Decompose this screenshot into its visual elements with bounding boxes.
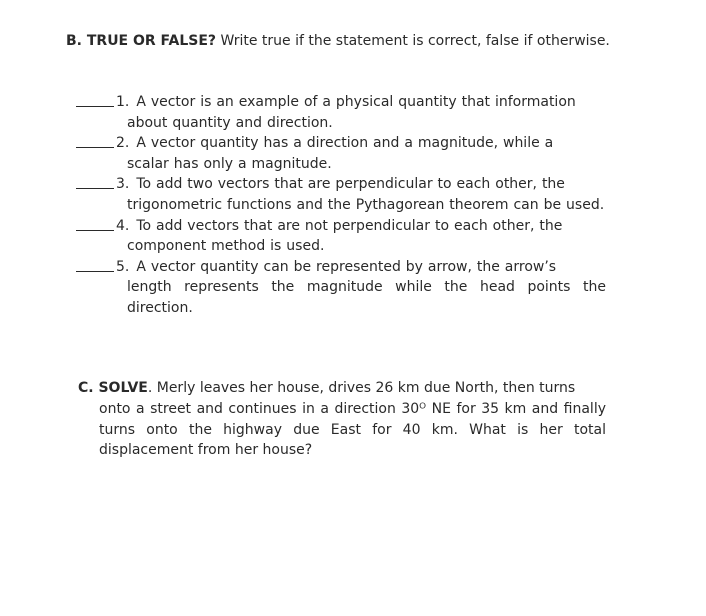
- true-false-item: [76, 92, 606, 133]
- section-c-first-text: . Merly leaves her house, drives 26 km due North, then turns: [147, 380, 576, 396]
- section-c-first-line: [78, 378, 606, 399]
- section-b-heading: [66, 31, 666, 51]
- true-false-item: [76, 216, 606, 257]
- statement-rest: about quantity and direction.: [127, 114, 333, 131]
- answer-blank[interactable]: [76, 257, 114, 272]
- statement-text: [116, 216, 606, 257]
- statement-line1: To add two vectors that are perpendicular to each other, the: [136, 176, 565, 193]
- section-b-label: B. TRUE OR FALSE?: [66, 33, 217, 49]
- statement-line1: A vector quantity can be represented by arrow, the arrow’s: [136, 258, 557, 275]
- statement-line1: A vector quantity has a direction and a magnitude, while a: [136, 135, 554, 152]
- true-false-item: [76, 133, 606, 174]
- item-number: 1.: [116, 94, 130, 110]
- section-c-problem: [78, 378, 606, 461]
- item-number: 3.: [116, 176, 130, 193]
- answer-blank[interactable]: [76, 216, 114, 231]
- section-c-body: onto a street and continues in a direction 30ᴼ NE for 35 km and finally turns onto the highway due East for 40 km. What is her total displacement from her house?: [99, 400, 606, 459]
- statement-line1: To add vectors that are not perpendicular to each other, the: [136, 217, 563, 234]
- statement-rest: trigonometric functions and the Pythagorean theorem can be used.: [127, 196, 605, 213]
- item-number: 4.: [116, 217, 130, 234]
- true-false-list: [76, 92, 606, 319]
- statement-text: [116, 174, 606, 215]
- item-number: 5.: [116, 258, 130, 275]
- statement-text: [116, 257, 606, 319]
- statement-line1: A vector is an example of a physical quantity that information: [136, 94, 576, 110]
- answer-blank[interactable]: [76, 92, 114, 107]
- section-c-label: C. SOLVE: [78, 380, 148, 396]
- section-b-instruction: Write true if the statement is correct, false if otherwise.: [216, 33, 610, 49]
- answer-blank[interactable]: [76, 174, 114, 189]
- item-number: 2.: [116, 135, 130, 152]
- true-false-item: [76, 257, 606, 319]
- answer-blank[interactable]: [76, 133, 114, 148]
- statement-rest: component method is used.: [127, 238, 325, 255]
- statement-text: [116, 92, 606, 133]
- statement-rest: scalar has only a magnitude.: [127, 155, 332, 172]
- true-false-item: [76, 174, 606, 215]
- statement-rest: length represents the magnitude while the head points the direction.: [127, 279, 606, 316]
- statement-text: [116, 133, 606, 174]
